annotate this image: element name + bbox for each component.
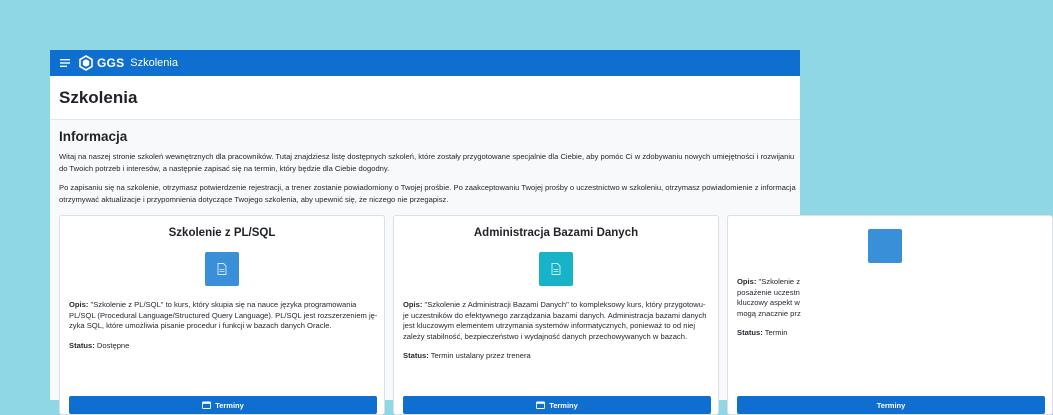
card-title: Administracja Bazami Danych (473, 227, 639, 239)
description-text: "Szkolenie z (756, 277, 801, 286)
training-card (727, 215, 1053, 415)
card-description-line: zależy stabilność, bezpieczeństwo i wydajność danych przechowywanych w bazach. (403, 331, 688, 341)
logo-text: GGS (97, 56, 125, 70)
info-paragraph-1-line: do Twoich potrzeb i interesów, a następnie zapisać się na termin, który będzie dla Ciebie dogodny. (59, 164, 390, 173)
terminy-button[interactable] (403, 396, 711, 414)
status-value: Termin ustalany przez trenera (428, 351, 531, 360)
card-description-line: kluczowy aspekt w (737, 298, 800, 307)
main-content (50, 120, 906, 410)
terminy-button[interactable] (69, 396, 377, 414)
terminy-button-label: Terminy (215, 400, 244, 410)
description-text: "Szkolenie z Administracji Bazami Danych" to kompleksowy kurs, który przygotowu- (422, 300, 706, 309)
card-status (69, 341, 375, 352)
card-description-line: mogą znacznie prz (737, 308, 801, 318)
card-title: Szkolenie z PL/SQL (168, 227, 276, 239)
menu-icon[interactable] (58, 53, 72, 73)
card-description (60, 300, 384, 351)
training-card (393, 215, 719, 415)
card-status (737, 328, 1043, 339)
terminy-button-label: Terminy (549, 400, 578, 410)
card-description (728, 277, 1052, 339)
card-description-line: jest kluczowym elementem utrzymania systemów informatycznych, ponieważ to od niej (403, 321, 696, 330)
info-paragraph-2-line: Po zapisaniu się na szkolenie, otrzymasz potwierdzenie rejestracji, a trener zostanie powiadomiony o Twojej prośbie. Po zaakceptowaniu Twojej prośby o uczestnictwo w szkoleniu, otrzymasz powiadomienie z informacja (59, 183, 796, 192)
card-description-line (403, 300, 709, 311)
description-label: Opis: (403, 300, 423, 309)
calendar-icon (536, 401, 545, 409)
status-label: Status: (403, 351, 429, 360)
card-description-line: PL/SQL (Procedural Language/Structured Query Language). PL/SQL jest rozszerzeniem ję- (69, 310, 378, 320)
page-header (50, 76, 800, 120)
info-paragraph-1 (59, 151, 800, 175)
document-icon (539, 252, 573, 286)
card-description-line (69, 300, 375, 311)
info-paragraph-2-line: otrzymywać aktualizacje i przypomnienia dotyczące Twojego szkolenia, aby upewnić się, że niczego nie przegapisz. (59, 195, 449, 204)
terminy-button[interactable] (737, 396, 1045, 414)
page-title: Szkolenia (59, 87, 138, 107)
info-paragraph-1-line: Witaj na naszej stronie szkoleń wewnętrznych dla pracowników. Tutaj znajdziesz listę dostępnych szkoleń, które zostały przygotowane specjalnie dla Ciebie, aby pomóc Ci w zdobywaniu nowych umiejętności i rozwijaniu (59, 152, 795, 161)
card-status (403, 351, 709, 362)
terminy-button-label: Terminy (876, 400, 906, 410)
hexagon-logo-icon (78, 55, 94, 71)
card-description (394, 300, 718, 362)
status-label: Status: (737, 328, 763, 337)
app-title[interactable]: Szkolenia (130, 57, 178, 69)
status-label: Status: (69, 340, 95, 350)
info-paragraph-2 (59, 182, 800, 206)
training-cards (59, 215, 906, 415)
card-description-line: posażenie uczestn (737, 287, 800, 297)
card-description-line: zyka SQL, które umożliwia pisanie procedur i funkcji w bazach danych Oracle. (69, 321, 332, 330)
top-navigation-bar (50, 50, 800, 76)
calendar-icon (202, 401, 211, 409)
status-value: Dostępne (94, 340, 130, 350)
document-icon (205, 252, 239, 286)
logo[interactable] (78, 55, 124, 71)
card-description-line: je uczestników do efektywnego zarządzania bazami danych. Administracja bazami danych (403, 310, 707, 320)
description-text: "Szkolenie z PL/SQL" to kurs, który skupia się na nauce języka programowania (88, 300, 357, 309)
card-description-line (737, 277, 1043, 288)
status-value: Termin (762, 328, 788, 337)
app-window (50, 50, 906, 410)
training-card (59, 215, 385, 415)
description-label: Opis: (737, 277, 757, 286)
description-label: Opis: (69, 300, 89, 309)
document-icon (868, 229, 902, 263)
info-section-title: Informacja (59, 129, 128, 144)
